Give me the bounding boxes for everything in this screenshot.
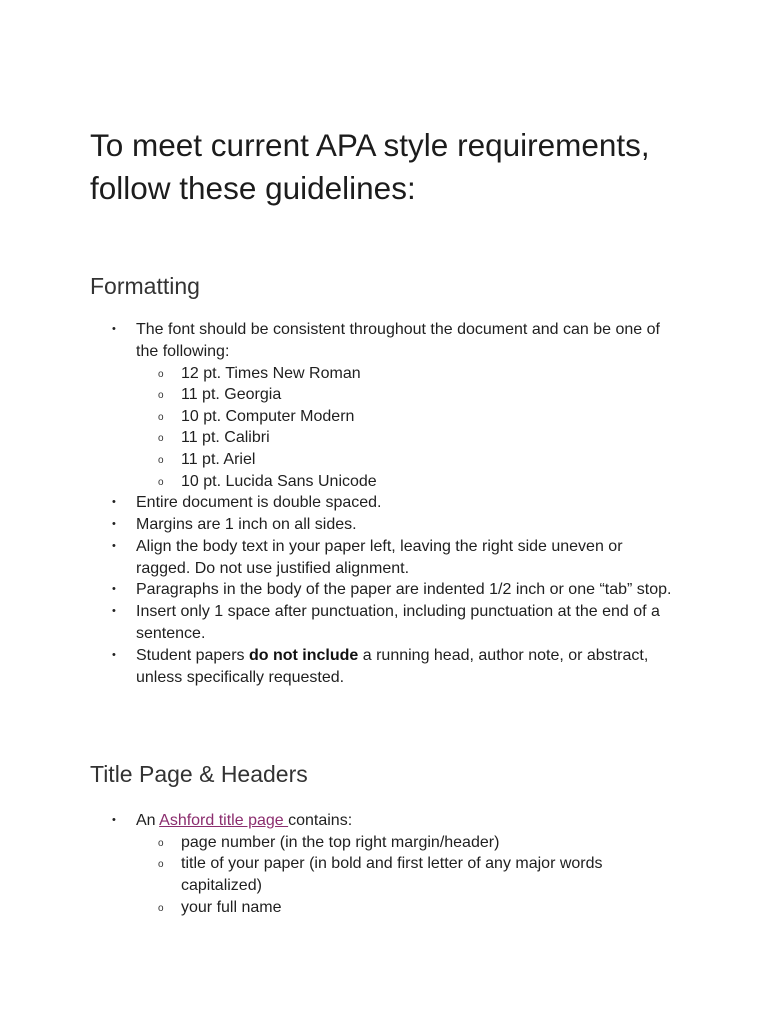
list-item-text-before: Student papers	[136, 646, 249, 664]
sub-list-item	[136, 363, 678, 385]
sub-list-item-text: 10 pt. Lucida Sans Unicode	[181, 472, 377, 490]
page-title: To meet current APA style requirements, follow these guidelines:	[90, 127, 650, 206]
list-item-text-after: contains:	[288, 812, 353, 829]
list-item-text: Entire document is double spaced.	[136, 494, 382, 512]
title-page-list	[0, 810, 768, 918]
list-item-text: Paragraphs in the body of the paper are indented 1/2 inch or one “tab” stop.	[136, 581, 672, 599]
list-item	[0, 645, 768, 689]
title-page-contents-list	[136, 832, 678, 918]
list-item-text-before: An	[136, 812, 160, 829]
bullet-icon: •	[112, 605, 116, 618]
list-item-text: The font should be consistent throughout the document and can be one of the following:	[136, 321, 660, 360]
circle-bullet-icon: o	[158, 902, 164, 914]
sub-list-item	[136, 853, 678, 896]
circle-bullet-icon: o	[158, 411, 164, 423]
ashford-title-page-link[interactable]: Ashford title page	[159, 812, 289, 829]
sub-list-item-text: 11 pt. Georgia	[181, 386, 282, 404]
formatting-list	[0, 319, 768, 688]
bullet-icon: •	[112, 323, 116, 335]
bullet-icon: •	[112, 517, 116, 530]
sub-list-item	[136, 406, 678, 428]
sub-list-item-text: your full name	[181, 898, 282, 916]
list-item	[0, 319, 768, 492]
list-item-text: Align the body text in your paper left, leaving the right side uneven or ragged. Do not use justified alignment.	[136, 537, 623, 577]
bullet-icon: •	[112, 648, 116, 661]
section-heading-formatting: Formatting	[90, 273, 200, 299]
circle-bullet-icon: o	[158, 859, 164, 871]
circle-bullet-icon: o	[158, 433, 164, 445]
sub-list-item-text: 11 pt. Ariel	[181, 450, 256, 468]
circle-bullet-icon: o	[158, 454, 164, 466]
sub-list-item	[136, 427, 678, 449]
sub-list-item-text: page number (in the top right margin/header)	[181, 833, 500, 851]
circle-bullet-icon: o	[158, 368, 164, 380]
emphasis-text: do not include	[248, 646, 359, 664]
font-options-list	[136, 363, 678, 493]
sub-list-item-text: 12 pt. Times New Roman	[181, 364, 361, 382]
sub-list-item	[136, 449, 678, 471]
circle-bullet-icon: o	[158, 390, 164, 402]
sub-list-item	[136, 384, 678, 406]
list-item	[0, 601, 768, 645]
list-item	[0, 492, 768, 514]
bullet-icon: •	[112, 539, 116, 552]
list-item-text: Margins are 1 inch on all sides.	[136, 515, 357, 533]
bullet-icon: •	[112, 496, 116, 509]
list-item	[0, 810, 768, 918]
list-item	[0, 514, 768, 536]
circle-bullet-icon: o	[158, 476, 164, 488]
list-item	[0, 579, 768, 601]
list-item-text: Insert only 1 space after punctuation, including punctuation at the end of a sentence.	[136, 603, 660, 642]
sub-list-item-text: title of your paper (in bold and first letter of any major words capitalized)	[181, 855, 603, 894]
sub-list-item	[136, 471, 678, 493]
sub-list-item	[136, 832, 678, 854]
sub-list-item-text: 10 pt. Computer Modern	[181, 407, 355, 425]
sub-list-item	[136, 897, 678, 919]
bullet-icon: •	[112, 814, 116, 826]
sub-list-item-text: 11 pt. Calibri	[181, 429, 270, 447]
list-item	[0, 536, 768, 580]
list-item-text-after: a running head, author note, or abstract, unless specifically requested.	[136, 646, 649, 686]
circle-bullet-icon: o	[158, 837, 164, 849]
section-heading-title-page: Title Page & Headers	[90, 761, 308, 787]
bullet-icon: •	[112, 583, 116, 596]
